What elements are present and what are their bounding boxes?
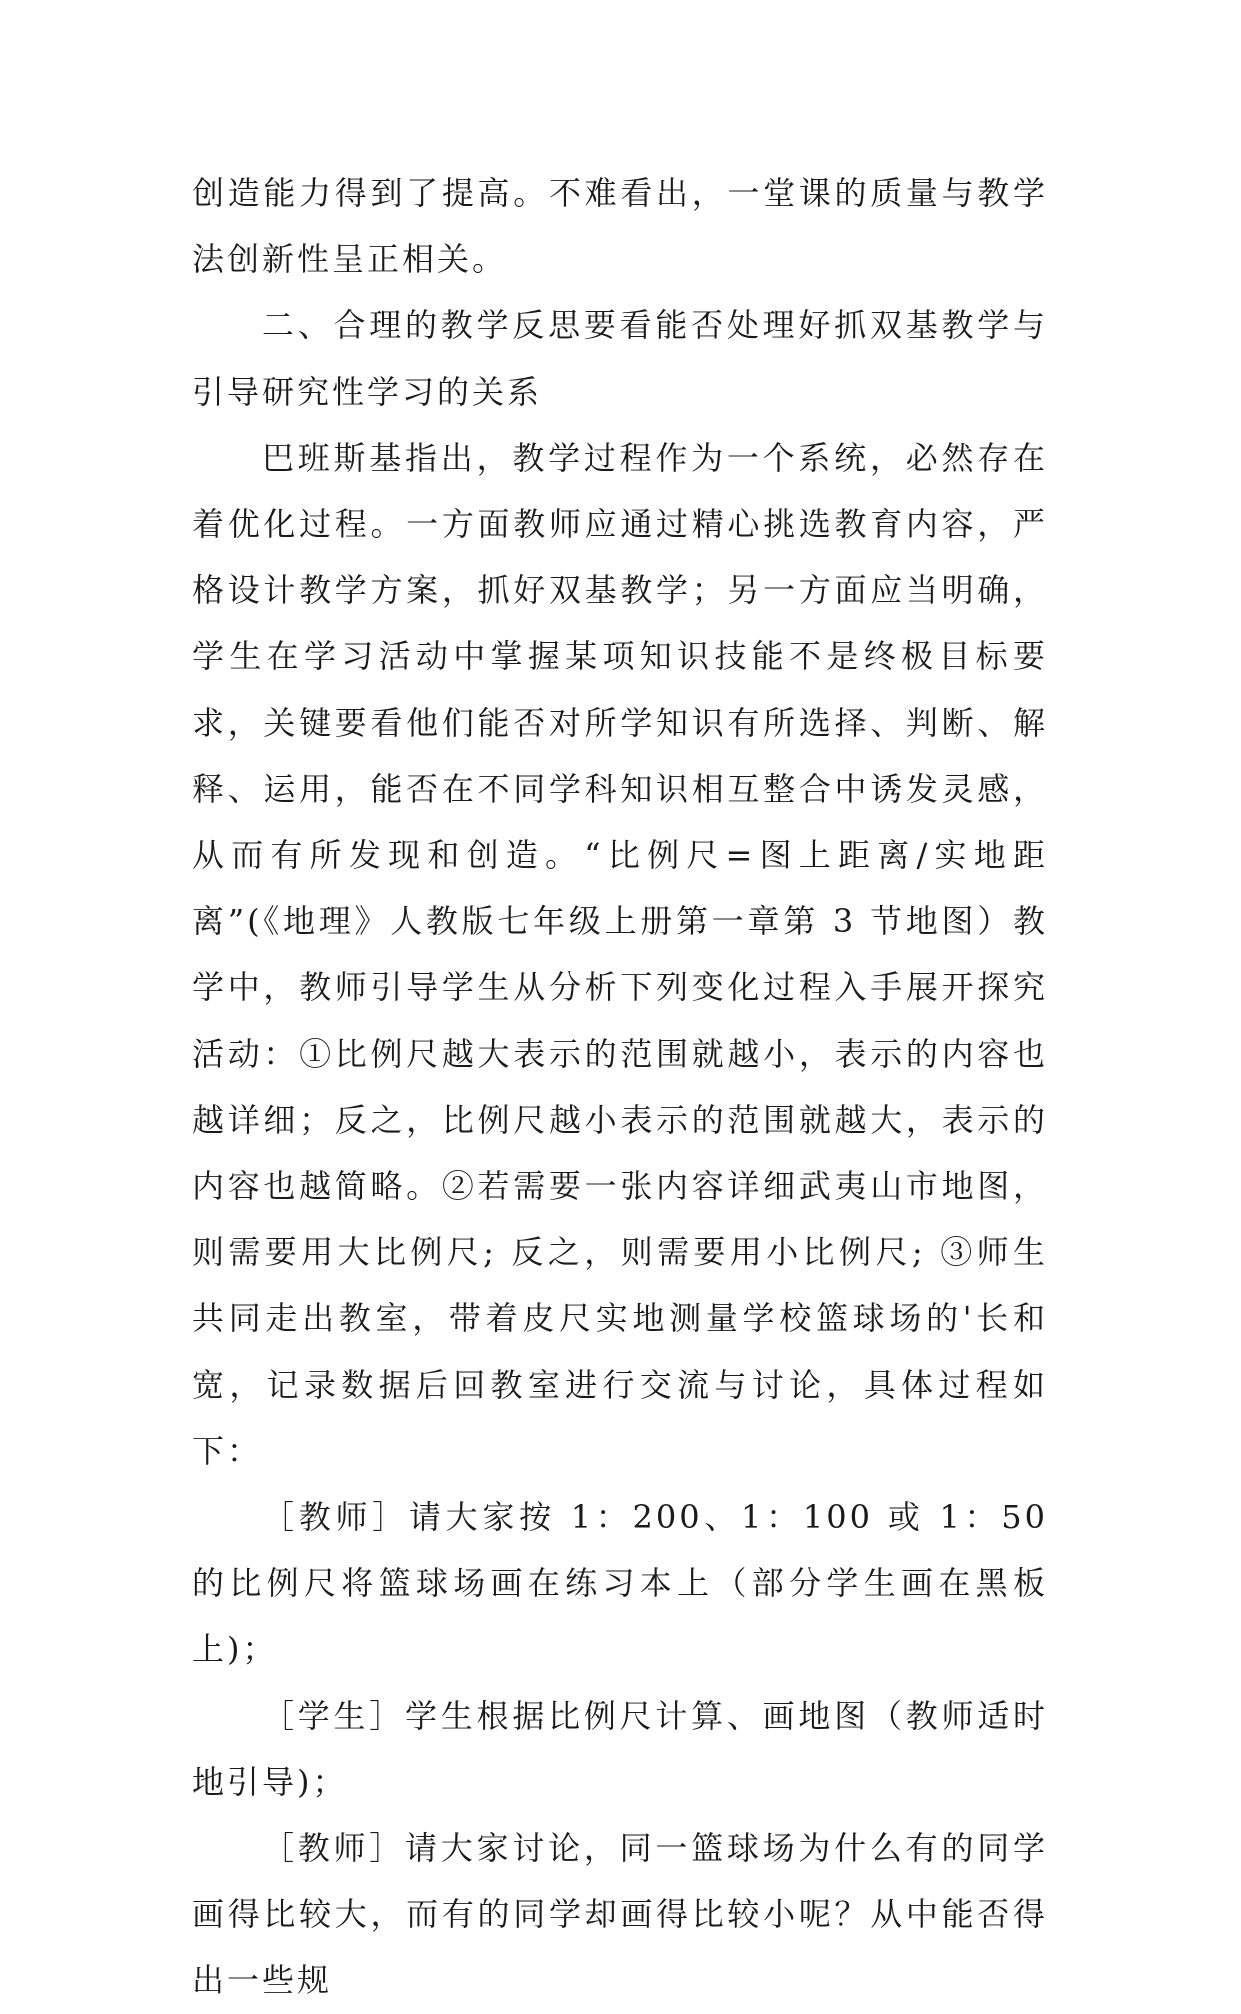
dialogue-teacher-2: ［教师］请大家讨论，同一篮球场为什么有的同学画得比较大，而有的同学却画得比较小呢？从中能否得出一些规 (192, 1829, 1048, 2000)
document-body (192, 160, 1048, 2014)
paragraph-body: 巴班斯基指出，教学过程作为一个系统，必然存在着优化过程。一方面教师应通过精心挑选教育内容，严格设计教学方案，抓好双基教学；另一方面应当明确，学生在学习活动中掌握某项知识技能不是终极目标要求，关键要看他们能否对所学知识有所选择、判断、解释、运用，能否在不同学科知识相互整合中诱发灵感，从而有所发现和创造。“比例尺=图上距离/实地距离”(《地理》人教版七年级上册第一章第 3 节地图）教学中，教师引导学生从分析下列变化过程入手展开探究活动：①比例尺越大表示的范围就越小，表示的内容也越详细；反之，比例尺越小表示的范围就越大，表示的内容也越简略。②若需要一张内容详细武夷山市地图，则需要用大比例尺; 反之，则需要用小比例尺; ③师生共同走出教室，带着皮尺实地测量学校篮球场的'长和宽，记录数据后回教室进行交流与讨论，具体过程如下： (192, 438, 1048, 1470)
section-heading: 二、合理的教学反思要看能否处理好抓双基教学与引导研究性学习的关系 (192, 306, 1048, 411)
dialogue-teacher-1: ［教师］请大家按 1：200、1：100 或 1：50 的比例尺将篮球场画在练习本上（部分学生画在黑板上)； (192, 1498, 1048, 1669)
dialogue-student: ［学生］学生根据比例尺计算、画地图（教师适时地引导)； (192, 1696, 1048, 1801)
paragraph-continuation: 创造能力得到了提高。不难看出，一堂课的质量与教学法创新性呈正相关。 (192, 174, 1048, 279)
